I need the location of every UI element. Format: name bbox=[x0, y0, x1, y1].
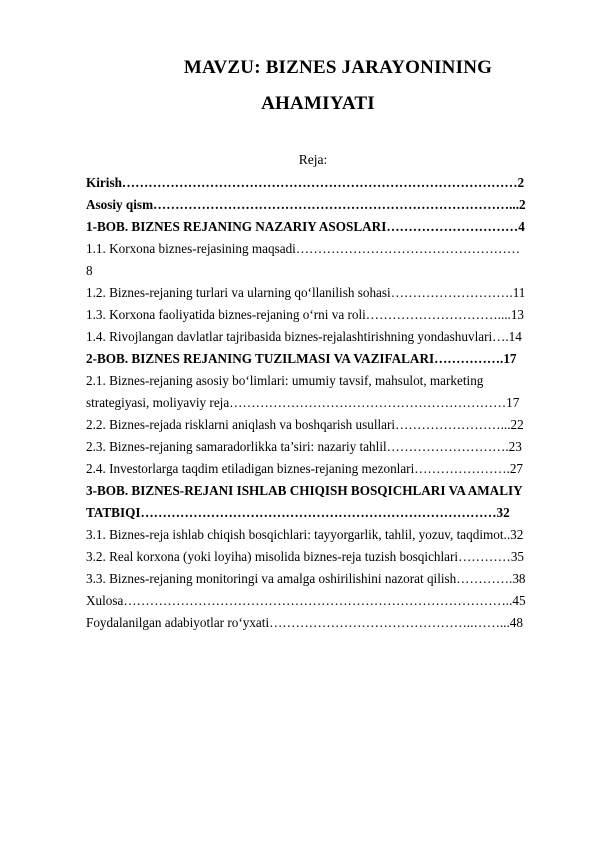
toc-chapter-3: 3-BOB. BIZNES-REJANI ISHLAB CHIQISH BOSQICHLARI VA AMALIY bbox=[86, 483, 523, 498]
toc-entry-2-2: 2.2. Biznes-rejada risklarni aniqlash va boshqarish usullari……………………...22 bbox=[86, 417, 524, 432]
document-title-line-1: MAVZU: BIZNES JARAYONINING bbox=[183, 57, 493, 78]
toc-entry-1-2: 1.2. Biznes-rejaning turlari va ularning qo‘llanilish sohasi……………………….11 bbox=[86, 285, 526, 300]
toc-entry-2-1: 2.1. Biznes-rejaning asosiy bo‘limlari: umumiy tavsif, mahsulot, marketing bbox=[86, 373, 484, 388]
toc-entry-3-2: 3.2. Real korxona (yoki loyiha) misolida biznes-reja tuzish bosqichlari…………35 bbox=[86, 549, 525, 564]
plan-heading: Reja: bbox=[298, 152, 328, 167]
toc-entry-kirish: Kirish………………………………………………………………………………2 bbox=[86, 175, 525, 190]
toc-entry-xulosa: Xulosa……………………………………………………………………………..45 bbox=[86, 593, 526, 608]
toc-entry-2-1-cont: strategiyasi, moliyaviy reja………………………………………………………17 bbox=[86, 395, 520, 410]
toc-entry-1-4: 1.4. Rivojlangan davlatlar tajribasida biznes-rejalashtirishning yondashuvlari….14 bbox=[86, 329, 522, 344]
toc-chapter-1: 1-BOB. BIZNES REJANING NAZARIY ASOSLARI…………………………4 bbox=[86, 219, 525, 234]
toc-entry-2-3: 2.3. Biznes-rejaning samaradorlikka ta’siri: nazariy tahlil……………………….23 bbox=[86, 439, 522, 454]
document-title-line-2: AHAMIYATI bbox=[261, 93, 375, 114]
toc-entry-adabiyotlar: Foydalanilgan adabiyotlar ro‘yxati………………………………………..……...48 bbox=[86, 615, 523, 630]
toc-entry-1-1-page: 8 bbox=[86, 263, 93, 278]
toc-entry-3-1: 3.1. Biznes-reja ishlab chiqish bosqichlari: tayyorgarlik, tahlil, yozuv, taqdimot..32 bbox=[86, 527, 524, 542]
toc-entry-asosiy-qism: Asosiy qism………………………………………………………………………...2 bbox=[86, 197, 526, 212]
toc-entry-3-3: 3.3. Biznes-rejaning monitoringi va amalga oshirilishini nazorat qilish………….38 bbox=[86, 571, 526, 586]
toc-entry-1-1: 1.1. Korxona biznes-rejasining maqsadi…………………………………………… bbox=[86, 241, 521, 256]
toc-chapter-2: 2-BOB. BIZNES REJANING TUZILMASI VA VAZIFALARI…………….17 bbox=[86, 351, 517, 366]
toc-entry-1-3: 1.3. Korxona faoliyatida biznes-rejaning o‘rni va roli…………………………....13 bbox=[86, 307, 525, 322]
toc-chapter-3-cont: TATBIQI………………………………………………………………………32 bbox=[86, 505, 510, 520]
toc-entry-2-4: 2.4. Investorlarga taqdim etiladigan biznes-rejaning mezonlari………………….27 bbox=[86, 461, 524, 476]
